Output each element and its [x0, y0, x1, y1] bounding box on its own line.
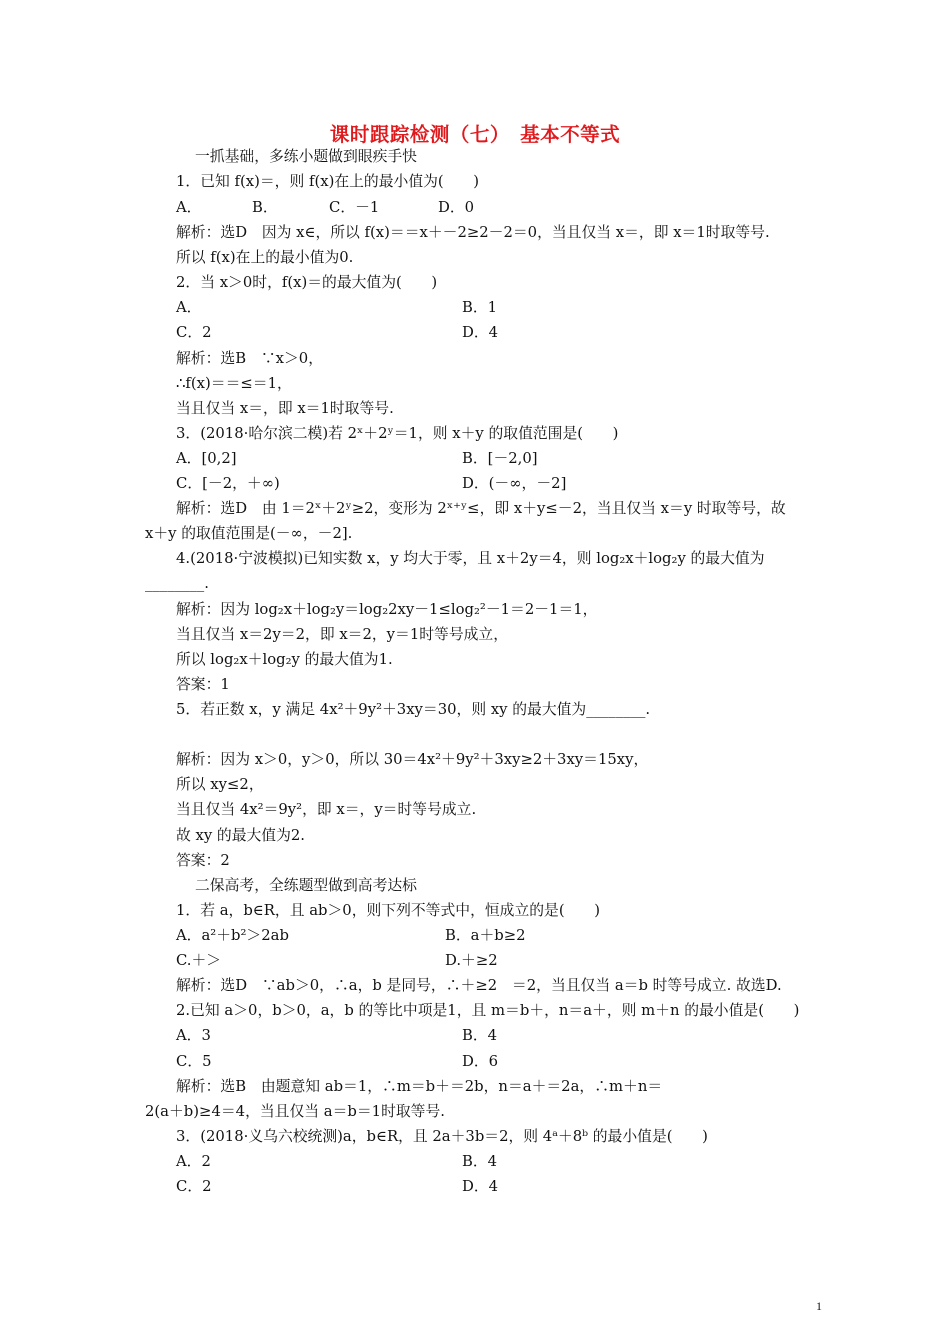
answer: 答案：1 [176, 676, 230, 693]
question-2: 2．当 x＞0时，f(x)＝的最大值为( ) [176, 274, 438, 291]
question-1: 1．若 a，b∈R，且 ab＞0，则下列不等式中，恒成立的是( ) [176, 902, 600, 919]
solution-line: ∴f(x)＝＝≤＝1， [176, 375, 292, 392]
solution-line: 当且仅当 x＝，即 x＝1时取等号. [176, 400, 394, 417]
question-3: 3．(2018·义乌六校统测)a，b∈R，且 2a＋3b＝2，则 4ᵃ＋8ᵇ 的最小值是( ) [176, 1128, 708, 1145]
option-b: B．a＋b≥2 [445, 927, 526, 944]
question-5: 5．若正数 x，y 满足 4x²＋9y²＋3xy＝30，则 xy 的最大值为________. [176, 701, 651, 718]
answer: 答案：2 [176, 852, 230, 869]
solution-line: 故 xy 的最大值为2. [176, 827, 306, 844]
option-d: D．6 [462, 1053, 499, 1070]
solution-line: 解析：选D ∵ab＞0，∴a，b 是同号，∴＋≥2 ＝2，当且仅当 a＝b 时等号成立. 故选D. [176, 977, 782, 994]
option-c: C．5 [176, 1053, 212, 1070]
option-a: A．a²＋b²＞2ab [176, 927, 289, 944]
solution-line: 所以 xy≤2， [176, 776, 264, 793]
option-d: D.＋≥2 [445, 952, 498, 969]
option-d: D．(－∞，－2] [462, 475, 567, 492]
solution-line: 当且仅当 x＝2y＝2，即 x＝2，y＝1时等号成立， [176, 626, 509, 643]
option-b: B．[－2,0] [462, 450, 538, 467]
option-a: A．2 [176, 1153, 211, 1170]
solution-line: 所以 f(x)在上的最小值为0. [176, 249, 354, 266]
answer-blank: ________. [145, 575, 209, 592]
solution-line: 解析：因为 log₂x＋log₂y＝log₂2xy－1≤log₂²－1＝2－1＝1， [176, 601, 598, 618]
section-heading: 一抓基础，多练小题做到眼疾手快 [195, 148, 417, 165]
option-b: B．4 [462, 1153, 498, 1170]
page-number: 1 [816, 1299, 822, 1313]
question-1: 1．已知 f(x)＝，则 f(x)在上的最小值为( ) [176, 173, 480, 190]
option-d: D．4 [462, 324, 499, 341]
section-heading: 二保高考，全练题型做到高考达标 [195, 877, 417, 894]
option-a: A．3 [176, 1027, 211, 1044]
option-b: B．4 [462, 1027, 498, 1044]
solution-line: 解析：选D 由 1＝2ˣ＋2ʸ≥2，变形为 2ˣ⁺ʸ≤，即 x＋y≤－2，当且仅当 x＝y 时取等号，故 [176, 500, 786, 517]
question-4: 4.(2018·宁波模拟)已知实数 x，y 均大于零，且 x＋2y＝4，则 log₂x＋log₂y 的最大值为 [176, 550, 765, 567]
solution-line: 解析：选B ∵x＞0， [176, 350, 324, 367]
question-2: 2.已知 a＞0，b＞0，a，b 的等比中项是1，且 m＝b＋，n＝a＋，则 m＋n 的最小值是( ) [176, 1002, 800, 1019]
option-c: C．[－2，＋∞) [176, 475, 280, 492]
option-c: C．－1 [329, 199, 380, 216]
solution-line: 当且仅当 4x²＝9y²，即 x＝，y＝时等号成立. [176, 801, 477, 818]
option-b: B． [252, 199, 278, 216]
option-d: D．4 [462, 1178, 499, 1195]
page-title: 课时跟踪检测（七） 基本不等式 [329, 123, 621, 146]
solution-line: 所以 log₂x＋log₂y 的最大值为1. [176, 651, 393, 668]
option-c: C．2 [176, 324, 212, 341]
question-3: 3．(2018·哈尔滨二模)若 2ˣ＋2ʸ＝1，则 x＋y 的取值范围是( ) [176, 425, 619, 442]
solution-line: x＋y 的取值范围是(－∞，－2]. [145, 525, 353, 542]
option-c: C．2 [176, 1178, 212, 1195]
option-a: A． [176, 299, 202, 316]
solution-line: 2(a＋b)≥4＝4，当且仅当 a＝b＝1时取等号. [145, 1103, 445, 1120]
option-a: A．[0,2] [176, 450, 237, 467]
option-b: B．1 [462, 299, 498, 316]
solution-line: 解析：选B 由题意知 ab＝1，∴m＝b＋＝2b，n＝a＋＝2a，∴m＋n＝ [176, 1078, 663, 1095]
option-a: A． [176, 199, 202, 216]
solution-line: 解析：因为 x＞0，y＞0，所以 30＝4x²＋9y²＋3xy≥2＋3xy＝15xy， [176, 751, 649, 768]
option-c: C.＋＞ [176, 952, 222, 969]
solution-line: 解析：选D 因为 x∈，所以 f(x)＝＝x＋－2≥2－2＝0，当且仅当 x＝，即 x＝1时取等号. [176, 224, 770, 241]
option-d: D．0 [438, 199, 475, 216]
